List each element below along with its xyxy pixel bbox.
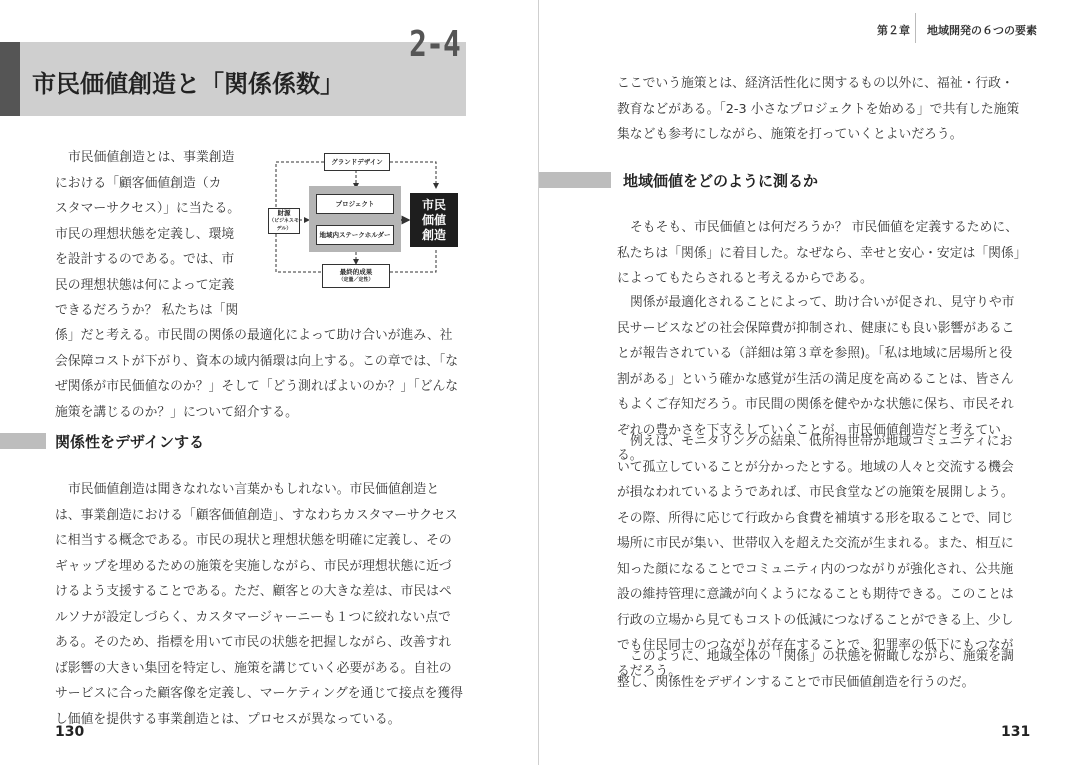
citizen-value-line: 価値 (421, 212, 446, 227)
relationship-diagram (268, 148, 468, 292)
intro-line: を設計するのである。では、市 (55, 252, 235, 267)
citizen-value-box (410, 193, 458, 247)
running-head-divider (915, 13, 916, 43)
outcome-sub-label: （定量／定性） (338, 277, 374, 283)
chapter-label: 第２章 (877, 24, 910, 37)
finance-sub-label: （ビジネスモデル） (269, 218, 299, 232)
heading-bar (0, 433, 46, 449)
outcome-label: 最終的成果 (339, 268, 373, 276)
intro-line: できるだろうか？ 私たちは「関 (55, 303, 239, 318)
intro-lines (55, 145, 260, 324)
paragraph-4: このように、地域全体の「関係」の状態を俯瞰しながら、施策を調整し、関係性をデザインすることで市民価値創造を行うのだ。 (617, 649, 1014, 690)
finance-box (268, 208, 300, 234)
right-page (539, 0, 1078, 765)
intro-line: 市民価値創造とは、事業創造 (68, 150, 235, 165)
intro-line: スタマーサクセス）」に当たる。 (55, 201, 241, 216)
running-title: 地域開発の６つの要素 (927, 24, 1037, 37)
heading-bar (539, 172, 611, 188)
intro-line: 民の理想状態は何によって定義 (55, 277, 235, 293)
paragraph-2: 関係が最適化されることによって、助け合いが促され、見守りや市民サービスなどの社会保障費が抑制され、健康にも良い影響があることが報告されている（詳細は第３章を参照)。「私は地域に居場所と役割がある」という確かな感覚が生活の満足度を高めることは、皆さんもよくご存知だろう。市民間の関係を健やかな状態に保ち、市民それぞれの豊かさを下支えしていくことが、市民価値創造だと考えている。 (617, 295, 1015, 463)
body-paragraph: 市民価値創造は聞きなれない言葉かもしれない。市民価値創造とは、事業創造における「顧客価値創造」、すなわちカスタマーサクセスに相当する概念である。市民の現状と理想状態を明確に定義し、そのギャップを埋めるための施策を実施しながら、市民が理想状態に近づけるよう支援することである。ただ、顧客との大きな差は、市民はペルソナが設定しづらく、カスタマージャーニーも１つに絞れない点である。そのため、指標を用いて市民の状態を把握しながら、改善すれば影響の大きい集団を特定し、施策を講じていく必要がある。自社のサービスに合った顧客像を定義し、マーケティングを通じて接点を獲得し価値を提供する事業創造とは、プロセスが異なっている。 (55, 482, 463, 727)
section-number: 2-4 (409, 24, 460, 65)
page-number: 130 (55, 724, 85, 740)
paragraph-3: 例えば、モニタリングの結果、低所得世帯が地域コミュニティにおいて孤立していることが分かったとする。地域の人々と交流する機会が損なわれているようであれば、市民食堂などの施策を展開しよう。その際、所得に応じて行政から食費を補填する形を取ることで、同じ場所に市民が集い、世帯収入を超えた交流が生まれる。また、相互に知った顔になることでコミュニティ内のつながりが強化され、公共施設の維持管理に意識が向くようになることも期待できる。このことは行政の立場から見てもコストの低減につなげることができる上、少しでも住民同士のつながりが存在することで、犯罪率の低下にもつながるだろう。 (617, 434, 1014, 679)
intro-line: 市民の理想状態を定義し、環境 (55, 226, 235, 242)
citizen-value-line: 市民 (421, 197, 446, 212)
title-tab (0, 42, 20, 116)
section-heading: 地域価値をどのように測るか (623, 172, 819, 190)
page-title: 市民価値創造と「関係係数」 (32, 70, 344, 98)
section-heading: 関係性をデザインする (55, 433, 204, 451)
finance-label: 財源 (277, 209, 291, 217)
page-number: 131 (1001, 724, 1031, 740)
intro-continuation: 係」だと考える。市民間の関係の最適化によって助け合いが進み、社会保障コストが下がり、資本の域内循環は向上する。この章では、「なぜ関係が市民価値なのか？」そして「どう測ればよいのか？」「どんな施策を講じるのか？」について紹介する。 (55, 328, 459, 420)
grand-design-box: グランドデザイン (324, 153, 390, 171)
top-paragraph: ここでいう施策とは、経済活性化に関するもの以外に、福祉・行政・教育などがある。「2-3 小さなプロジェクトを始める」で共有した施策集なども参考にしながら、施策を打っていくとよいだろう。 (617, 76, 1020, 142)
citizen-value-line: 創造 (421, 227, 446, 242)
intro-line: における「顧客価値創造（カ (55, 175, 222, 191)
outcome-box (322, 264, 390, 288)
stakeholder-box: 地域内ステークホルダー (316, 225, 394, 245)
project-box: プロジェクト (316, 194, 394, 214)
paragraph-1: そもそも、市民価値とは何だろうか？ 市民価値を定義するために、私たちは「関係」に着目した。なぜなら、幸せと安心・安定は「関係」によってもたらされると考えるからである。 (617, 220, 1021, 286)
